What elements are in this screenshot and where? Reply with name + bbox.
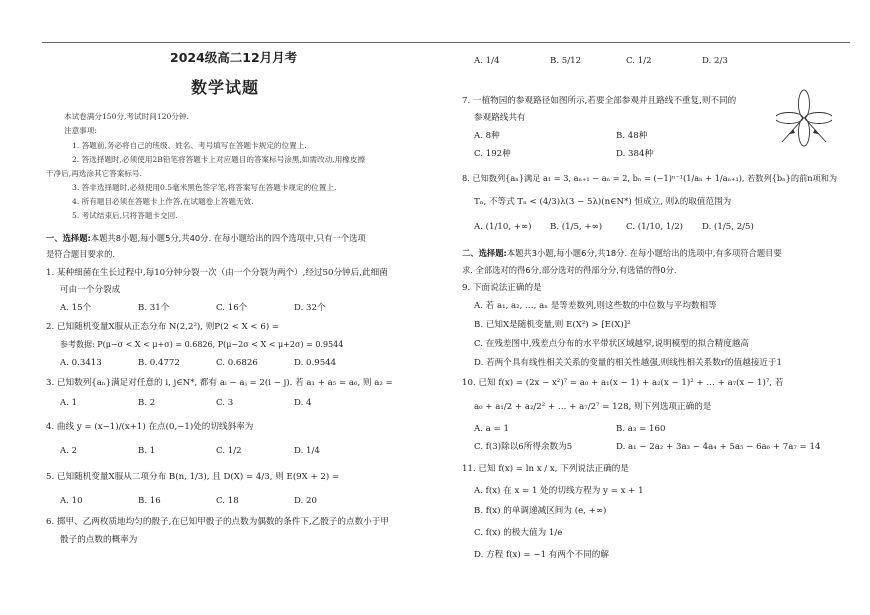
option: B. 48种 <box>616 131 648 141</box>
option: B. 已知X是随机变量,则 E(X²) > [E(X)]² <box>474 320 631 330</box>
option: D. 1/4 <box>294 446 320 456</box>
option: D. 2/3 <box>702 56 728 66</box>
intro-line: 本试卷满分150分,考试时间120分钟. <box>64 112 189 121</box>
option: B. a₃ = 160 <box>616 424 666 434</box>
exam-title: 2024级高二12月月考 <box>170 50 298 65</box>
option: B. (1/5, +∞) <box>550 222 603 232</box>
question-stem: 骰子的点数的概率为 <box>60 535 138 545</box>
option: B. 0.4772 <box>138 358 180 368</box>
route-loop <box>799 90 810 118</box>
instruction-item: 1. 答题前,务必将自己的班级、姓名、考号填写在答题卡规定的位置上. <box>72 141 307 150</box>
question-stem: 6. 掷甲、乙两枚质地均匀的骰子,在已知甲骰子的点数为偶数的条件下,乙骰子的点数小于甲 <box>46 517 389 527</box>
option: A. 1/4 <box>474 56 500 66</box>
question-stem: 可由一个分裂成 <box>60 285 121 295</box>
option: A. a = 1 <box>474 424 509 434</box>
options-row <box>60 303 372 314</box>
question-stem: a₀ + a₁/2 + a₂/2² + … + a₇/2⁷ = 128, 则下列选项正确的是 <box>474 402 712 412</box>
option: C. 16个 <box>216 303 248 313</box>
route-loop <box>776 113 803 124</box>
option: B. 5/12 <box>550 56 582 66</box>
question-stem: 7. 一植物园的参观路径如图所示,若要全部参观并且路线不重复,则不同的 <box>462 96 737 106</box>
question-stem: 8. 已知数列{aₙ}满足 a₁ = 3, aₙ₊₁ − aₙ = 2, bₙ = (−1)ⁿ⁻¹(1/aₙ + 1/aₙ₊₁), 若数列{bₙ}的前n项和为 <box>462 173 838 183</box>
question-stem: 2. 已知随机变量X服从正态分布 N(2,2²), 则P(2 < X < 6) = <box>46 322 280 332</box>
section2-title: 二、选择题: <box>462 248 507 258</box>
question-stem: 10. 已知 f(x) = (2x − x²)⁷ = a₀ + a₁(x − 1) + a₂(x − 1)² + … + a₇(x − 1)⁷, 若 <box>462 378 784 388</box>
options-row <box>60 446 372 457</box>
option: A. 8种 <box>474 131 500 141</box>
options-row <box>474 56 778 67</box>
option: C. 18 <box>216 496 239 506</box>
option: D. (1/5, 2/5) <box>702 222 754 232</box>
option: A. 0.3413 <box>60 358 102 368</box>
subject-title: 数学试题 <box>191 78 260 97</box>
instruction-item: 干净后,再选涂其它答案标号. <box>46 169 142 178</box>
instruction-item: 4. 所有题目必须在答题卡上作答,在试题卷上答题无效. <box>72 197 254 206</box>
instruction-item: 2. 答选择题时,必须使用2B铅笔将答题卡上对应题目的答案标号涂黑,如需改动,用橡皮擦 <box>72 155 366 164</box>
entry-line <box>782 122 800 142</box>
option: D. 4 <box>294 398 312 408</box>
question-stem: 4. 曲线 y = (x−1)/(x+1) 在点(0,−1)处的切线斜率为 <box>46 422 254 432</box>
section2-text: 本题共3小题,每小题6分,共18分. 在每小题给出的选项中,有多项符合题目要 <box>506 248 782 258</box>
route-loop <box>805 113 832 124</box>
option: D. 384种 <box>616 149 654 159</box>
top-rule <box>42 42 850 43</box>
section2-heading <box>462 248 782 258</box>
option: A. 10 <box>60 496 83 506</box>
option: A. 2 <box>60 446 78 456</box>
exit-line <box>808 122 826 142</box>
question-stem: Tₙ, 不等式 Tₙ < (4/3)λ(3 − 5λ)(n∈N*) 恒成立, 则λ的取值范围为 <box>474 197 732 207</box>
option: B. f(x) 的单调递减区间为 (e, +∞) <box>474 506 607 516</box>
options-row <box>474 149 758 160</box>
options-row <box>474 222 778 233</box>
section1-title: 一、选择题: <box>46 233 91 243</box>
option: C. 1/2 <box>216 446 242 456</box>
option: B. 2 <box>138 398 156 408</box>
option: D. 20 <box>294 496 317 506</box>
option: C. f(3)除以6所得余数为5 <box>474 442 573 452</box>
section1-text: 本题共8小题,每小题5分,共40分. 在每小题给出的四个选项中,只有一个选项 <box>90 233 366 243</box>
option: D. 若两个具有线性相关关系的变量的相关性越强,则线性相关系数r的值越接近于1 <box>474 358 782 368</box>
options-row <box>474 442 820 453</box>
section1-text-2: 是符合题目要求的. <box>46 249 116 259</box>
options-row <box>474 424 665 435</box>
option: C. 1/2 <box>626 56 652 66</box>
option: C. 0.6826 <box>216 358 258 368</box>
option: C. f(x) 的极大值为 1/e <box>474 528 563 538</box>
instruction-item: 5. 考试结束后,只将答题卡交回. <box>72 211 178 220</box>
question-stem: 参观路线共有 <box>474 113 526 123</box>
option: C. (1/10, 1/2) <box>626 222 684 232</box>
notice-label: 注意事项: <box>64 126 97 135</box>
options-row <box>60 496 372 507</box>
question-stem: 参考数据: P(μ−σ < X < μ+σ) = 0.6826, P(μ−2σ < X < μ+2σ) = 0.9544 <box>60 340 344 349</box>
question-stem: 11. 已知 f(x) = ln x / x, 下列说法正确的是 <box>462 464 629 474</box>
options-row <box>474 131 758 142</box>
section2-text-2: 求. 全部选对的得6分,部分选对的得部分分,有选错的得0分. <box>462 265 677 275</box>
option: A. (1/10, +∞) <box>474 222 532 232</box>
route-figure <box>776 88 832 148</box>
option: D. 方程 f(x) = −1 有两个不同的解 <box>474 550 609 560</box>
question-stem: 1. 某种细菌在生长过程中,每10分钟分裂一次（由一个分裂为两个）,经过50分钟后,此细菌 <box>46 268 388 278</box>
option: D. 32个 <box>294 303 326 313</box>
instruction-item: 3. 答非选择题时,必须使用0.5毫米黑色签字笔,将答案写在答题卡规定的位置上. <box>72 183 337 192</box>
options-row <box>60 398 372 409</box>
option: A. 1 <box>60 398 78 408</box>
option: C. 192种 <box>474 149 511 159</box>
option: A. f(x) 在 x = 1 处的切线方程为 y = x + 1 <box>474 486 644 496</box>
option: A. 15个 <box>60 303 92 313</box>
option: B. 31个 <box>138 303 170 313</box>
option: C. 在残差图中,残差点分布的水平带状区域越窄,说明模型的拟合精度越高 <box>474 339 750 349</box>
section1-heading <box>46 233 366 243</box>
options-row <box>60 358 372 369</box>
question-stem: 9. 下面说法正确的是 <box>462 283 542 293</box>
option: B. 1 <box>138 446 156 456</box>
option: D. a₁ − 2a₂ + 3a₃ − 4a₄ + 5a₅ − 6a₆ + 7a₇ = 14 <box>616 442 821 452</box>
option: D. 0.9544 <box>294 358 337 368</box>
question-stem: 5. 已知随机变量X服从二项分布 B(n, 1/3), 且 D(X) = 4/3, 则 E(9X + 2) = <box>46 472 340 482</box>
question-stem: 3. 已知数列{aₙ}满足对任意的 i, j∈N*, 都有 aᵢ − aⱼ = 2(i − j). 若 a₁ + a₅ = a₆, 则 a₂ = <box>46 378 393 388</box>
option: C. 3 <box>216 398 234 408</box>
option: B. 16 <box>138 496 161 506</box>
option: A. 若 a₁, a₂, …, aₙ 是等差数列,则这些数的中位数与平均数相等 <box>474 301 717 311</box>
